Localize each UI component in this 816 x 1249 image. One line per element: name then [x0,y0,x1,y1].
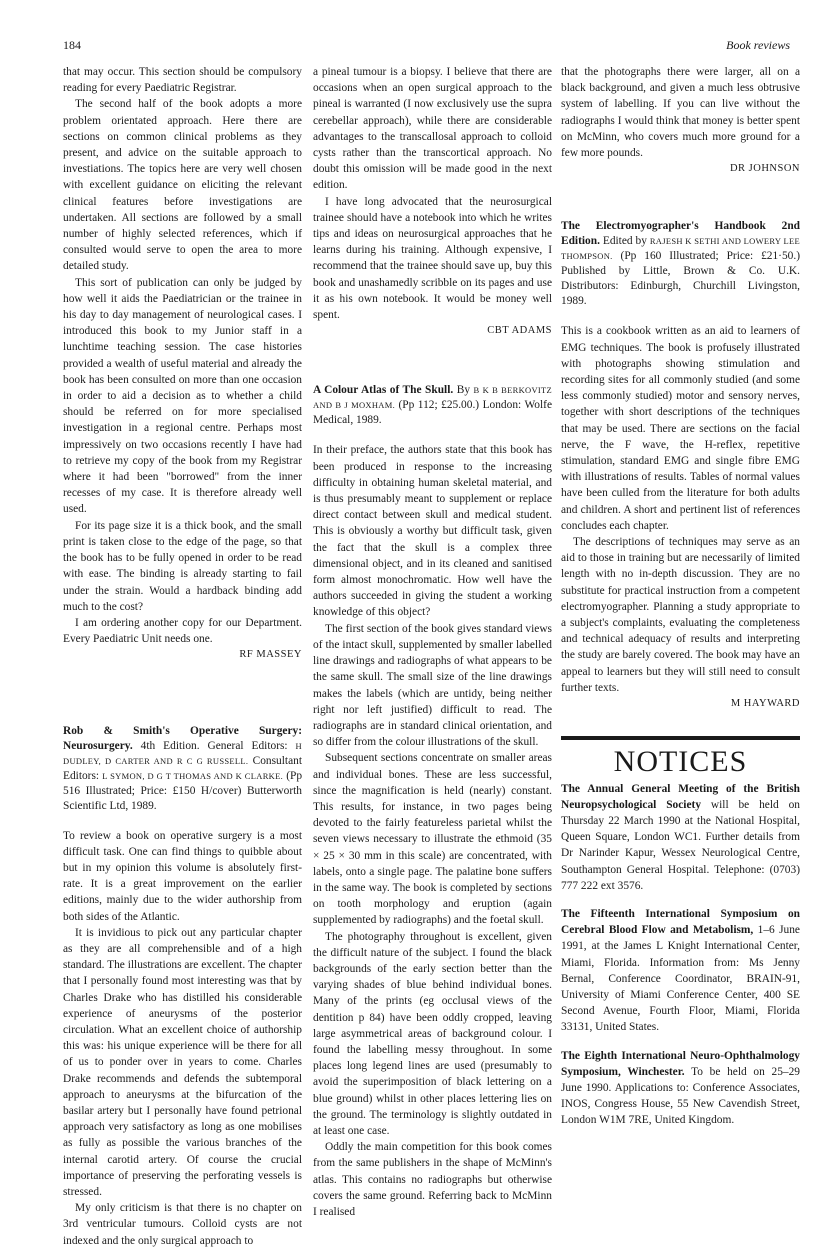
paragraph: I have long advocated that the neurosurgical trainee should have a notebook into which he writes tips and ideas on neurosurgical approaches that he learns during his training. Although expensive, I recommend that the trainee should save up, buy this book and unashamedly scribble on its pages and use it as his own notebook. It would be money well spent. [313,195,552,322]
paragraph: Subsequent sections concentrate on smaller areas and individual bones. These are less successful, since the magnification is held (nearly) constant. This results, for instance, in two pages being devoted to the fairly featureless parietal whilst the seven views necessary to illustrate the ethmoid (35 × 25 × 30 mm in this scale) are concentrated, with labels, onto a single page. The palatine bone suffers in the same way. The book is completed by sections on tooth morphology and eruption (again supplemented by radiographs) and the foetal skull. [313,752,552,927]
column-3 [561,64,800,1129]
book-publication: (Pp 160 Illustrated; Price: £21·50.) Published by Little, Brown & Co. U.K. Distributors: Edinburgh, Churchill Livingston, 1989. [561,250,800,308]
paragraph: The photography throughout is excellent, given the difficult nature of the subject. I found the black backgrounds of the early section better than the varying shades of blue behind individual bones. Many of the prints (eg occlusal views of the dentition p 84) have been oddly cropped, leaving large asymmetrical areas of background colour. I found the labelling messy throughout. In some places long legend lines are used (presumably to avoid the superimposition of black lettering on a blue ground) whilst in other places lettering lies on the ground. The terminology is slightly outdated in at least one case. [313,930,552,1137]
book-title: A Colour Atlas of The Skull. [313,384,454,397]
notice-body: will be held on Thursday 22 March 1990 at the National Hospital, Queen Square, London WC1. Further details from Dr Narinder Kapur, Wessex Neurological Centre, Southampton General Hospital. Telephone: (0703) 777 222 ext 3576. [561,798,800,892]
book-edition: 4th Edition. General Editors: [132,739,296,752]
paragraph: To review a book on operative surgery is a most difficult task. One can find things to quibble about but in my opinion this volume is absolutely first-rate. It is a great improvement on the earlier editions, mainly due to the wider authorship from both sides of the Atlantic. [63,829,302,923]
paragraph: a pineal tumour is a biopsy. I believe that there are occasions when an open surgical approach to the pineal is warranted (I now exclusively use the supra cerebellar approach), while there are considerable advantages to the transcallosal approach to colloid cysts rather than the transcortical approach. No doubt this omission will be made good in the next edition. [313,66,552,192]
book-publication: (Pp 516 Illustrated; Price: £150 H/cover) Butterworth Scientific Ltd, 1989. [63,769,303,812]
notice-heading: The Eighth International Neuro-Ophthalmology Symposium, Winchester. [561,1049,800,1078]
review-heading [63,724,302,814]
page-number: 184 [63,38,81,52]
edited-label: Edited by [599,235,650,248]
notice [561,1048,800,1129]
reviewer-signature: CBT ADAMS [487,325,552,337]
paragraph: It is invidious to pick out any particular chapter as they are all comprehensible and of a high standard. The illustrations are excellent. The chapter that I personally found most interesting was that by Charles Drake who has distilled his considerable experience of aneurysms of the posterior circulation. What an excellent choice of authorship this was: his unique experience will be there for all of us to ponder over in years to come. Charles Drake recommends and defends the subtemporal approach to aneurysms at the bifurcation of the basilar artery but I personally have found petrional approach very satisfactory as long as one mobilises as fully as possible the various branches of the internal carotid artery. Of course the crucial importance of preserving the perforating vessels is stressed. [63,926,302,1198]
reviewer-signature: DR JOHNSON [729,163,800,175]
review-heading [313,383,552,428]
book-editors: H DUDLEY, D CARTER AND R C G RUSSELL. [63,740,302,766]
paragraph: This sort of publication can only be judged by how well it aids the Paediatrician or the trainee in his day to day management of neurological cases. I introduced this book to my Junior staff in a lunchtime teaching session. The case histories provided a wealth of useful material and already the book has been consulted on more than one occasion in order to aid a decision as to whether a child should be referred on for more specialised investigation in a regional centre. Perhaps most impressively on two occasions recently I have had to retrieve my copy of the book from my Registrar where it had been "borrowed" from the inner recesses of my case. It is therefore already well used. [63,276,302,516]
paragraph: My only criticism is that there is no chapter on 3rd ventricular tumours. Colloid cysts are not indexed and the only surgical approach to [63,1202,302,1247]
notice [561,906,800,1036]
paragraph: that the photographs there were larger, all on a black background, and given a much less obtrusive system of labelling. If you can live without the radiographs I would think that money is better spent on McMinn, who covers much more ground for a few more pounds. [561,66,800,160]
running-head: Book reviews [726,38,790,52]
notice-body: 1–6 June 1991, at the James L Knight International Center, Miami, Florida. Information from: Ms Jenny Bernal, Conference Coordinator, BRAIN-91, University of Miami Conference Center, 400 SE Second Avenue, Fourth Floor, Miami, Florida 33131, United States. [561,924,800,1034]
paragraph: For its page size it is a thick book, and the small print is taken close to the edge of the page, so that the book has to be fully opened in order to be read with ease. The binding is already starting to fail under the strain. Would a hardback binding add much to the cost? [63,519,302,613]
book-title: The Electromyographer's Handbook 2nd Edition. [561,220,800,248]
notice-body: To be held on 25–29 June 1990. Applications to: Conference Associates, INOS, Congress House, 55 New Cavendish Street, London W1M 7RE, United Kingdom. [561,1065,800,1127]
paragraph: This is a cookbook written as an aid to learners of EMG techniques. The book is profusely illustrated with photographs showing stimulation and recording sites for all commonly studied (and some less commonly studied) motor and sensory nerves, together with short descriptions of the techniques that may be used. There are sections on the facial nerve, the F wave, the H-reflex, repetitive stimulation, standard EMG and single fibre EMG with illustrations of results. Tables of normal values have been culled from the literature for both adults and children. A short and pertinent list of references concludes each chapter. [561,325,800,532]
notices-title: NOTICES [613,745,748,779]
book-title: Rob & Smith's Operative Surgery: Neurosurgery. [63,724,302,752]
book-consultants: L SYMON, D G T THOMAS AND K CLARKE. [102,770,284,781]
notice [561,781,800,894]
review-heading [561,219,800,309]
paragraph: The descriptions of techniques may serve as an aid to those in training but are necessarily of limited length with no in-depth discussion. They are no substitute for practical instruction from a competent electromyographer. Planning a study appropriate to a subject's complaints, evaluating the completeness and technical adequacy of results and interpreting the study are barely covered. The book may have an appeal to learners but they will still need to consult further texts. [561,536,800,694]
book-editors: RAJESH K SETHI AND LOWERY LEE THOMPSON. [561,236,800,262]
paragraph: In their preface, the authors state that this book has been produced in response to the increasing difficulty in obtaining human skeletal material, and is thus presumably meant to supplement or replace direct contact between skull and medical student. This is obviously a worthy but difficult task, given the fact that the skull is a complex three dimensional object, and in its cleaned and sanitised form almost monochromatic. How well have the authors succeeded in giving the student a working knowledge of this object? [313,444,552,619]
by-label: By [453,384,474,397]
column-2 [313,64,552,1220]
paragraph: Oddly the main competition for this book comes from the same publishers in the shape of McMinn's atlas. This contains no radiographs but otherwise covers the same ground. Referring back to McMinn I realised [313,1141,552,1218]
book-publication: (Pp 112; £25.00.) London: Wolfe Medical, 1989. [313,399,553,427]
reviewer-signature: RF MASSEY [239,649,302,661]
consultant-label: Consultant Editors: [63,754,302,782]
paragraph: I am ordering another copy for our Department. Every Paediatric Unit needs one. [63,616,302,646]
column-1 [63,64,302,1249]
notices-rule [561,736,800,740]
paragraph: The first section of the book gives standard views of the intact skull, supplemented by smaller labelled line drawings and radiographs of what appears to be the same skull. The small size of the line drawings makes the labels (which are untidy, being neither right nor left justified) difficult to read. The radiographs are in standard clinical orientation, and so differ from the colour illustrations of the skull. [313,622,552,749]
paragraph: The second half of the book adopts a more problem orientated approach. Here there are sections on common clinical problems as they present, and advice on the suitable approach to investiations. The topics here are very well chosen with excellent guidance on eliciting the relevant clinical features before investigations are undertaken. All sections are followed by a small number of highly selected references, which if consulted would serve to open the area to more detailed study. [63,98,302,273]
notice-heading: The Annual General Meeting of the British Neuropsychological Society [561,782,800,811]
paragraph: that may occur. This section should be compulsory reading for every Paediatric Registrar. [63,66,302,95]
notice-heading: The Fifteenth International Symposium on Cerebral Blood Flow and Metabolism, [561,907,800,937]
book-authors: B K B BERKOVITZ AND B J MOXHAM. [313,385,553,411]
reviewer-signature: M HAYWARD [730,698,800,710]
